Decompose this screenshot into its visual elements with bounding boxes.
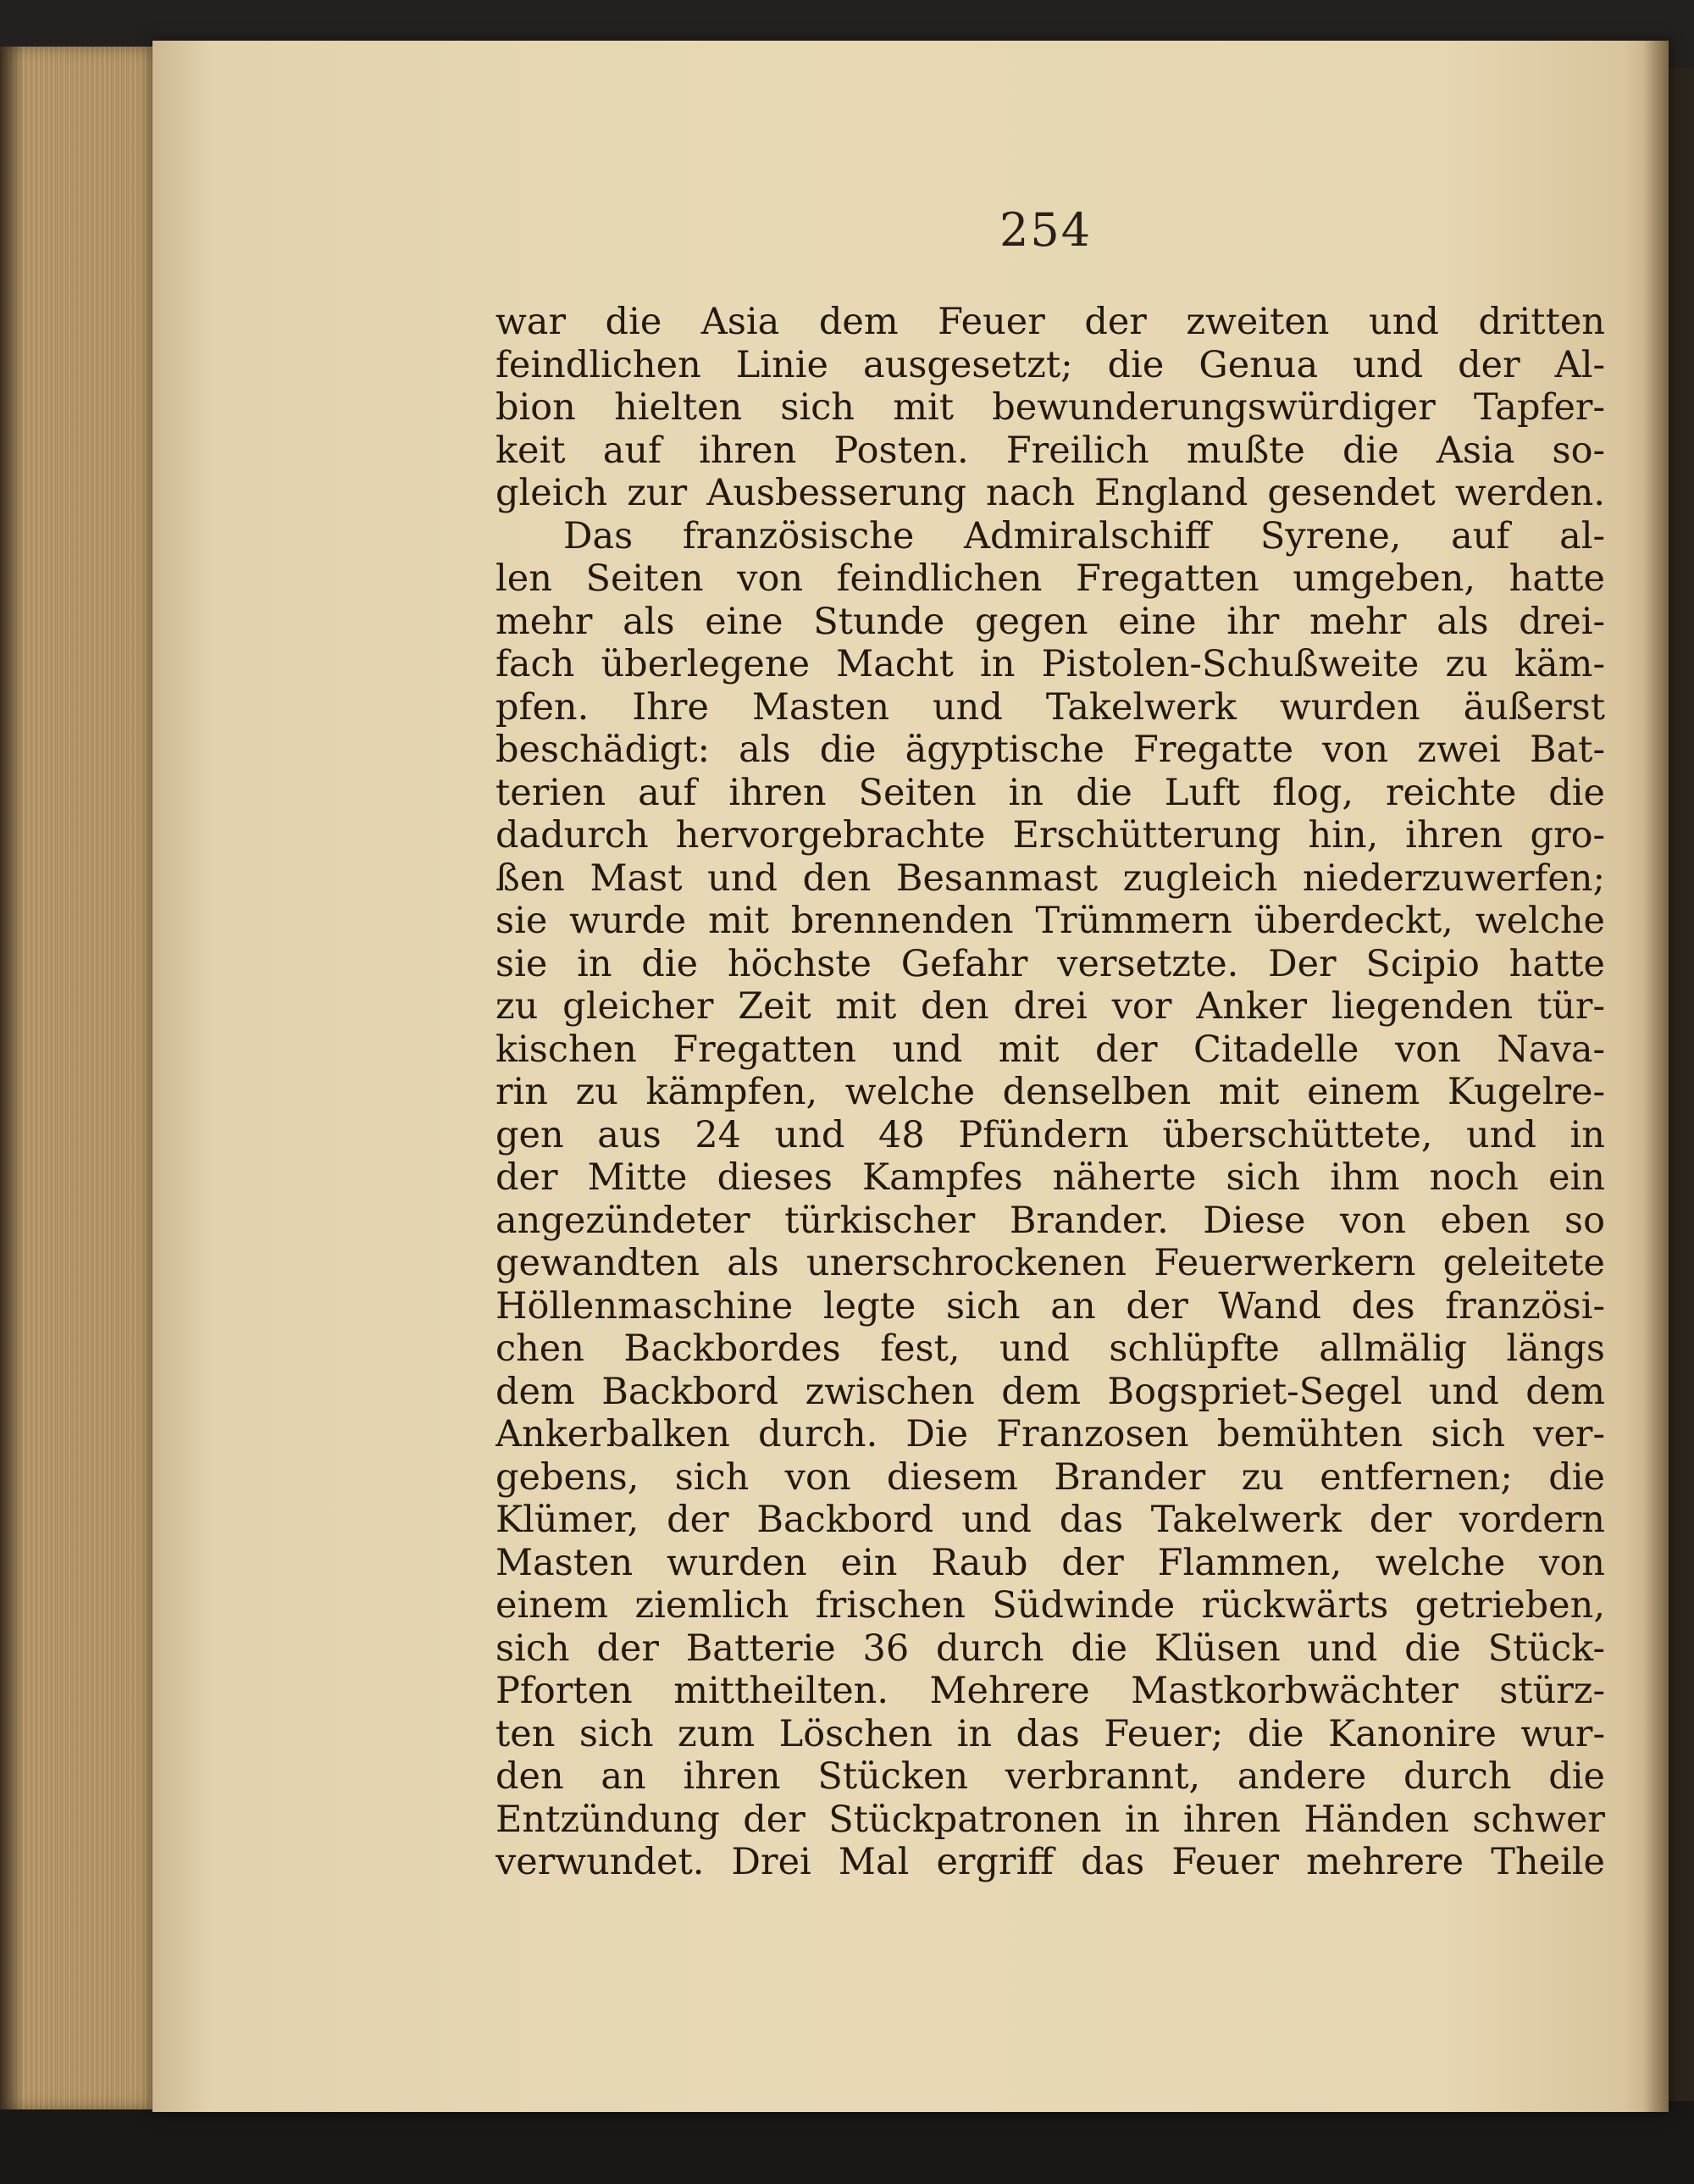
text-line: feindlichen Linie ausgesetzt; die Genua und der Al- bbox=[495, 343, 1605, 386]
text-line: den an ihren Stücken verbrannt, andere durch die bbox=[495, 1755, 1605, 1798]
text-line: zu gleicher Zeit mit den drei vor Anker liegenden tür- bbox=[495, 985, 1605, 1028]
text-line: terien auf ihren Seiten in die Luft flog, reichte die bbox=[495, 771, 1605, 814]
text-line: einem ziemlich frischen Südwinde rückwärts getrieben, bbox=[495, 1584, 1605, 1627]
text-line: bion hielten sich mit bewunderungswürdiger Tapfer- bbox=[495, 386, 1605, 429]
text-line: rin zu kämpfen, welche denselben mit einem Kugelre- bbox=[495, 1071, 1605, 1113]
text-line: pfen. Ihre Masten und Takelwerk wurden äußerst bbox=[495, 685, 1605, 729]
text-line: war die Asia dem Feuer der zweiten und dritten bbox=[495, 301, 1605, 343]
text-line: Klümer, der Backbord und das Takelwerk der vordern bbox=[495, 1499, 1605, 1541]
text-line: Masten wurden ein Raub der Flammen, welche von bbox=[495, 1541, 1605, 1584]
page-text bbox=[495, 301, 1605, 1884]
text-line: keit auf ihren Posten. Freilich mußte die Asia so- bbox=[495, 429, 1605, 472]
text-line: Pforten mittheilten. Mehrere Mastkorbwächter stürz- bbox=[495, 1670, 1605, 1712]
text-line: Das französische Admiralschiff Syrene, auf al- bbox=[563, 514, 1605, 557]
text-line: len Seiten von feindlichen Fregatten umgeben, hatte bbox=[495, 557, 1605, 600]
text-line: sich der Batterie 36 durch die Klüsen und die Stück- bbox=[495, 1627, 1605, 1670]
text-line: dem Backbord zwischen dem Bogspriet-Segel und dem bbox=[495, 1370, 1605, 1413]
text-line: gewandten als unerschrockenen Feuerwerkern geleitete bbox=[495, 1242, 1605, 1284]
text-line: der Mitte dieses Kampfes näherte sich ihm noch ein bbox=[495, 1156, 1605, 1199]
text-line: ßen Mast und den Besanmast zugleich niederzuwerfen; bbox=[495, 856, 1605, 900]
text-line: Ankerbalken durch. Die Franzosen bemühten sich ver- bbox=[495, 1413, 1605, 1455]
page-number: 254 bbox=[999, 203, 1093, 257]
text-line: gen aus 24 und 48 Pfündern überschüttete, und in bbox=[495, 1113, 1605, 1156]
text-line: angezündeter türkischer Brander. Diese von eben so bbox=[495, 1199, 1605, 1242]
text-line: mehr als eine Stunde gegen eine ihr mehr als drei- bbox=[495, 600, 1605, 643]
text-line: verwundet. Drei Mal ergriff das Feuer mehrere Theile bbox=[495, 1841, 1605, 1883]
text-line: gleich zur Ausbesserung nach England gesendet werden. bbox=[495, 472, 1605, 514]
page-gutter-shadow bbox=[1643, 41, 1669, 2112]
text-line: gebens, sich von diesem Brander zu entfernen; die bbox=[495, 1455, 1605, 1499]
book-page-edges-left bbox=[0, 47, 169, 2109]
text-line: sie wurde mit brennenden Trümmern überdeckt, welche bbox=[495, 900, 1605, 942]
text-line: kischen Fregatten und mit der Citadelle von Nava- bbox=[495, 1028, 1605, 1071]
text-line: dadurch hervorgebrachte Erschütterung hin, ihren gro- bbox=[495, 814, 1605, 856]
text-line: Höllenmaschine legte sich an der Wand des französi- bbox=[495, 1284, 1605, 1328]
text-line: ten sich zum Löschen in das Feuer; die Kanonire wur- bbox=[495, 1712, 1605, 1755]
book-spine-shadow bbox=[0, 47, 24, 2109]
text-line: beschädigt: als die ägyptische Fregatte von zwei Bat- bbox=[495, 729, 1605, 771]
text-line: fach überlegene Macht in Pistolen-Schußweite zu käm- bbox=[495, 643, 1605, 685]
text-line: chen Backbordes fest, und schlüpfte allmälig längs bbox=[495, 1328, 1605, 1370]
text-line: Entzündung der Stückpatronen in ihren Händen schwer bbox=[495, 1798, 1605, 1841]
text-line: sie in die höchste Gefahr versetzte. Der Scipio hatte bbox=[495, 942, 1605, 985]
